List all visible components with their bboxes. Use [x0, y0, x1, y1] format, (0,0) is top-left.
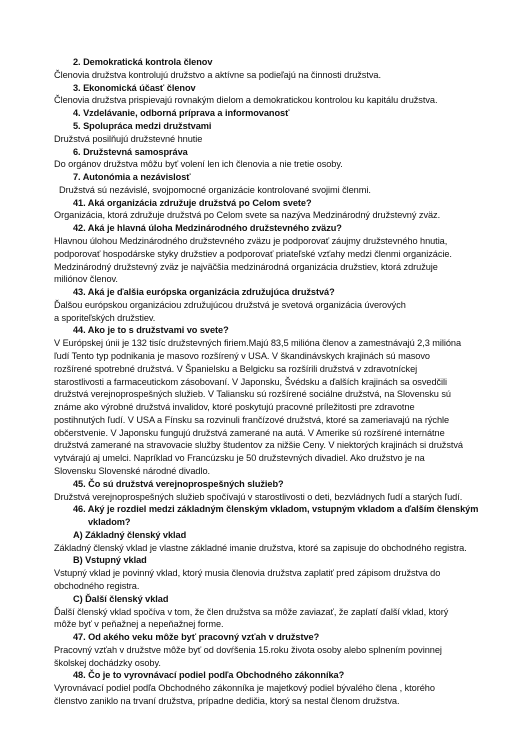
- text-line: družstvá verejnoprospešných služieb. V Taliansku sú rozšírené sociálne družstvá, na Slovensku sú: [54, 389, 451, 400]
- text-line: Vstupný vklad je povinný vklad, ktorý musia členovia družstva zaplatiť pred zápisom družstva do: [54, 568, 441, 579]
- text-line: Ďalší členský vklad spočíva v tom, že člen družstva sa môže zaviazať, že zaplatí ďalší vklad, ktorý: [54, 606, 449, 617]
- text-line: postihnutých ľudí. V USA a Fínsku sa rozvinuli frančízové družstvá, ktoré sa zameriavajú na rýchle: [54, 414, 450, 425]
- heading-line: C) Ďalší členský vklad: [73, 593, 169, 604]
- text-line: Do orgánov družstva môžu byť volení len ich členovia a nie tretie osoby.: [54, 159, 343, 170]
- text-line: školskej dochádzky osoby.: [54, 657, 161, 668]
- text-line: Vyrovnávací podiel podľa Obchodného zákonníka je majetkový podiel bývalého člena , ktorého: [54, 683, 435, 694]
- text-line: obchodného registra.: [54, 581, 140, 591]
- heading-line: B) Vstupný vklad: [73, 555, 147, 566]
- text-line: Medzinárodný družstevný zväz je najväčšia medzinárodná organizácia družstiev, ktorá združuje: [54, 261, 438, 272]
- heading-line: 41. Aká organizácia združuje družstvá po Celom svete?: [73, 197, 312, 208]
- text-line: vytvárajú aj umelci. Napríklad vo Francúzsku je 50 družstevných divadiel. Ako družstvo je na: [54, 453, 425, 464]
- text-line: Pracovný vzťah v družstve môže byť od dovŕšenia 15.roku života osoby alebo splnením povinnej: [54, 644, 442, 655]
- text-line: Členovia družstva kontrolujú družstvo a aktívne sa podieľajú na činnosti družstva.: [54, 69, 381, 80]
- text-line: Slovensku Slovenské národné divadlo.: [54, 466, 211, 476]
- text-line: Ďalšou európskou organizáciou združujúcou družstvá je svetová organizácia úverových: [54, 299, 406, 310]
- text-line: starostlivosti a farmaceutickom zásobovaní. V Japonsku, Švédsku a ďalších krajinách sa osvedčili: [54, 376, 448, 387]
- heading-line: vkladom?: [88, 517, 131, 528]
- text-line: známe ako výrobné družstvá invalidov, ktoré poskytujú pracovné príležitosti pre zdravotne: [54, 402, 415, 413]
- heading-line: 4. Vzdelávanie, odborná príprava a informovanosť: [73, 108, 290, 119]
- text-line: Organizácia, ktorá združuje družstvá po Celom svete sa nazýva Medzinárodný družstevný zväz.: [54, 210, 441, 221]
- text-line: členstvo zaniklo na trvaní družstva, prípadne dedičia, ktorý sa nestal členom družstva.: [54, 696, 400, 706]
- text-line: V Európskej únii je 132 tisíc družstevných firiem.Majú 83,5 milióna členov a zamestnávajú 2,3 milióna: [54, 338, 462, 349]
- text-line: družstvá zamerané na stravovacie služby študentov za nižšie Ceny. V niektorých krajinách si družstvá: [54, 440, 463, 451]
- heading-line: 6. Družstevná samospráva: [73, 146, 188, 157]
- heading-line: 46. Aký je rozdiel medzi základným členským vkladom, vstupným vkladom a ďalším členským: [73, 504, 479, 515]
- text-line: Základný členský vklad je vlastne základné imanie družstva, ktoré sa zapisuje do obchodného registra.: [54, 542, 467, 553]
- heading-line: 47. Od akého veku môže byť pracovný vzťah v družstve?: [73, 632, 320, 643]
- heading-line: 2. Demokratická kontrola členov: [73, 57, 213, 67]
- text-line: Družstvá sú nezávislé, svojpomocné organizácie kontrolované svojimi členmi.: [59, 184, 371, 195]
- text-line: Členovia družstva prispievajú rovnakým dielom a demokratickou kontrolou ku kapitálu družstva.: [54, 95, 438, 106]
- text-line: rozšírené spotrebné družstvá. V Španielsku a Belgicku sa rozšírili družstvá v zdravotníckej: [54, 363, 418, 374]
- heading-line: 7. Autonómia a nezávislosť: [73, 172, 191, 182]
- text-line: Družstvá verejnoprospešných služieb spočívajú v starostlivosti o deti, bezvládnych ľudí a starých ľudí.: [54, 491, 463, 502]
- heading-line: 44. Ako je to s družstvami vo svete?: [73, 325, 229, 336]
- text-line: miliónov členov.: [54, 274, 118, 285]
- heading-line: 42. Aká je hlavná úloha Medzinárodného družstevného zväzu?: [73, 223, 342, 234]
- heading-line: 45. Čo sú družstvá verejnoprospešných služieb?: [73, 478, 284, 489]
- text-line: a sporiteľských družstiev.: [54, 312, 156, 323]
- heading-line: 3. Ekonomická účasť členov: [73, 82, 196, 93]
- text-line: Hlavnou úlohou Medzinárodného družstevného zväzu je podporovať záujmy družstevného hnutia,: [54, 235, 448, 246]
- heading-line: 43. Aká je ďalšia európska organizácia združujúca družstvá?: [73, 287, 335, 297]
- text-line: občerstvenie. V Japonsku fungujú družstvá zamerané na autá. V Amerike sú rozšírené internátne: [54, 427, 445, 438]
- text-line: môže byť v peňažnej a nepeňažnej forme.: [54, 619, 224, 630]
- text-line: podporovať hospodárske styky družstiev a podporovať priateľské vzťahy medzi členmi organizácie.: [54, 248, 452, 259]
- heading-line: 48. Čo je to vyrovnávací podiel podľa Obchodného zákonníka?: [73, 670, 345, 681]
- text-line: Družstvá posilňujú družstevné hnutie: [54, 133, 203, 144]
- heading-line: 5. Spolupráca medzi družstvami: [73, 120, 212, 131]
- heading-line: A) Základný členský vklad: [73, 529, 187, 540]
- text-line: ľudí Tento typ podnikania je masovo rozšírený v USA. V škandinávskych krajinách sú masovo: [54, 350, 430, 361]
